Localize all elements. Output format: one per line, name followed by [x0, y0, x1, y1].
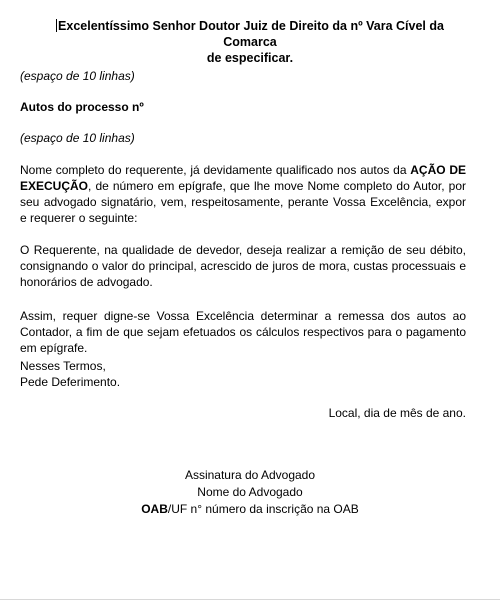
paragraph-introduction-part-1: Nome completo do requerente, já devidamente qualificado nos autos da: [20, 163, 411, 177]
closing-remarks: [20, 358, 466, 390]
document-header: [40, 18, 460, 66]
header-line-2: de especificar.: [206, 51, 294, 65]
case-number-heading: Autos do processo nº: [20, 100, 144, 114]
paragraph-request: O Requerente, na qualidade de devedor, deseja realizar a remição de seu débito, consignando o valor do principal, acrescido de juros de mora, custas processuais e honorários de advogado.: [20, 243, 466, 289]
signature-block: [100, 467, 400, 518]
lawyer-name: Nome do Advogado: [197, 485, 303, 499]
spacer-note-1: (espaço de 10 linhas): [20, 69, 135, 83]
closing-line-1: Nesses Termos,: [20, 359, 106, 373]
closing-line-2: Pede Deferimento.: [20, 375, 121, 389]
header-line-1-text: Excelentíssimo Senhor Doutor Juiz de Direito da nº Vara Cível da Comarca: [58, 19, 444, 49]
spacer-note-2: (espaço de 10 linhas): [20, 131, 135, 145]
oab-label: OAB: [141, 502, 168, 516]
signature-line: Assinatura do Advogado: [184, 468, 316, 482]
oab-registration: [100, 501, 400, 518]
place-and-date: Local, dia de mês de ano.: [328, 406, 466, 420]
paragraph-introduction: [20, 162, 466, 226]
paragraph-conclusion: Assim, requer digne-se Vossa Excelência determinar a remessa dos autos ao Contador, a fim de que sejam efetuados os cálculos respectivos para o pagamento em epígrafe.: [20, 309, 466, 355]
header-line-1: [40, 18, 460, 50]
text-cursor: [56, 19, 57, 32]
action-name: AÇÃO DE EXECUÇÃO: [20, 163, 466, 193]
paragraph-introduction-part-2: , de número em epígrafe, que lhe move Nome completo do Autor, por seu advogado signatário, vem, respeitosamente, perante Vossa Excelência, expor e requerer o seguinte:: [20, 179, 466, 225]
oab-number: /UF n° número da inscrição na OAB: [167, 502, 359, 516]
